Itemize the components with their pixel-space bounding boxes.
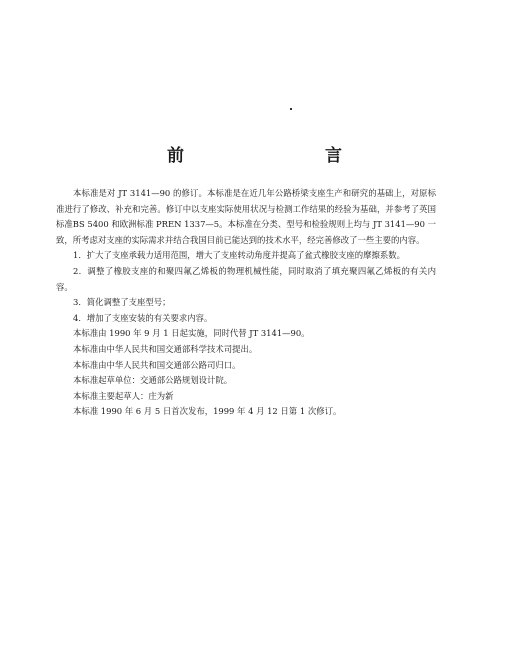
page-dot-mark [290, 108, 292, 110]
paragraph-proposed-by: 本标准由中华人民共和国交通部科学技术司提出。 [73, 343, 258, 354]
paragraph-item-4: 4．增加了支座安装的有关要求内容。 [73, 312, 213, 323]
paragraph-item-3: 3．简化调整了支座型号； [73, 297, 171, 308]
paragraph-drafter: 本标准主要起草人：庄为新 [73, 390, 174, 401]
paragraph-intro: 本标准是对 JT 3141—90 的修订。本标准是在近几年公路桥梁支座生产和研究的基础上，对原标准进行了修改、补充和完善。修订中以支座实际使用状况与检测工作结果的经验为基础，并参考了英国标准BS 5400 和欧洲标准 PREN 1337—5。本标准在分类、型号和检验规则上均与 JT 3141—90 一致，所考虑对支座的实际需求并结合我国目前已能达到的技术水平，经完善修改了一些主要的内容。 [56, 188, 436, 245]
paragraph-drafting-unit: 本标准起草单位：交通部公路规划设计院。 [73, 375, 233, 386]
paragraph-item-1: 1．扩大了支座承载力适用范围，增大了支座转动角度并提高了盆式橡胶支座的摩擦系数。 [73, 250, 405, 261]
paragraph-item-2: 2．调整了橡胶支座的和聚四氟乙烯板的物理机械性能，同时取消了填充聚四氟乙烯板的有关内容。 [56, 265, 436, 292]
paragraph-effective-date: 本标准由 1990 年 9 月 1 日起实施，同时代替 JT 3141—90。 [73, 328, 310, 339]
page-title: 前 言 [167, 146, 404, 166]
foreword-body [56, 186, 436, 420]
paragraph-managed-by: 本标准由中华人民共和国交通部公路司归口。 [73, 359, 241, 370]
paragraph-publication-history: 本标准 1990 年 6 月 5 日首次发布，1999 年 4 月 12 日第 1 次修订。 [73, 406, 342, 417]
